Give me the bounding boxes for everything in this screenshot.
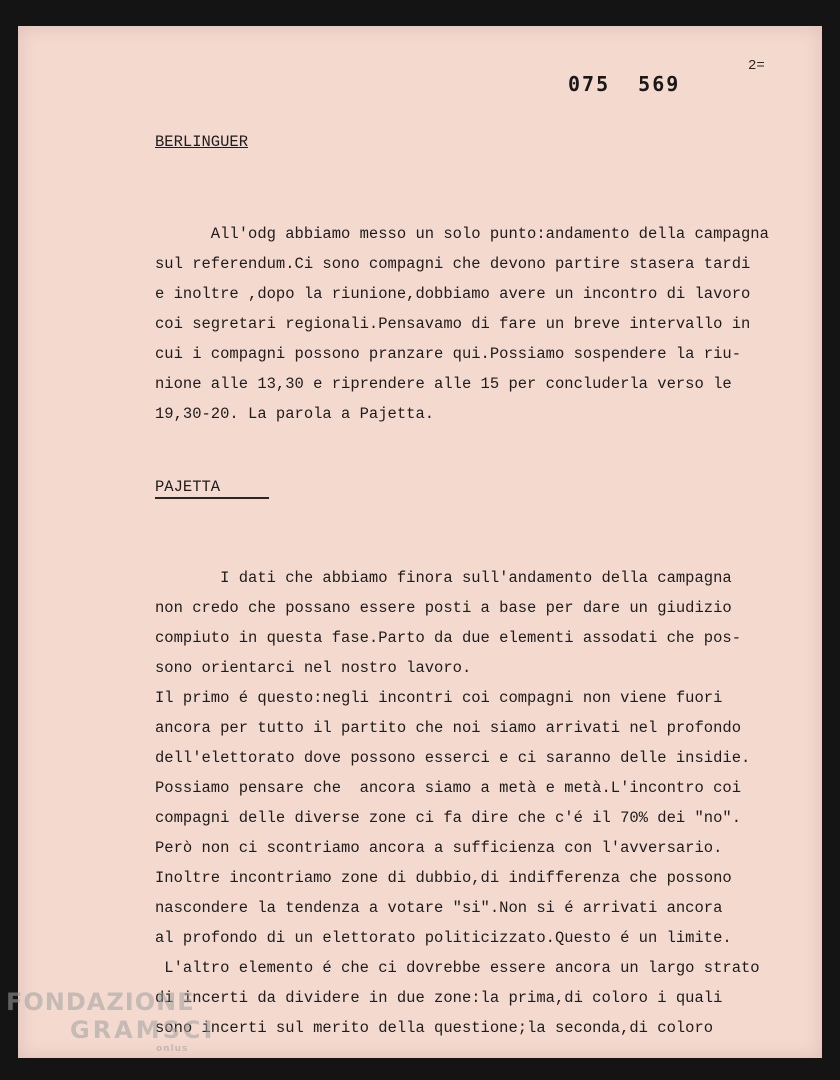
text-line: Però non ci scontriamo ancora a sufficienza con l'avversario. (155, 839, 723, 857)
text-line: L'altro elemento é che ci dovrebbe essere ancora un largo strato (155, 959, 760, 977)
document-number: 075 569 (568, 72, 681, 96)
text-line: 19,30-20. La parola a Pajetta. (155, 405, 435, 423)
text-line: e inoltre ,dopo la riunione,dobbiamo avere un incontro di lavoro (155, 285, 751, 303)
text-line: ancora per tutto il partito che noi siamo arrivati nel profondo (155, 719, 741, 737)
speech-paragraph (155, 189, 795, 459)
text-line: coi segretari regionali.Pensavamo di fare un breve intervallo in (155, 315, 751, 333)
text-line: non credo che possano essere posti a base per dare un giudizio (155, 599, 732, 617)
speaker-heading: PAJETTA (155, 478, 221, 496)
text-line: Possiamo pensare che ancora siamo a metà e metà.L'incontro coi (155, 779, 741, 797)
text-line: compagni delle diverse zone ci fa dire che c'é il 70% dei "no". (155, 809, 741, 827)
text-line: cui i compagni possono pranzare qui.Possiamo sospendere la riu- (155, 345, 741, 363)
text-line: nione alle 13,30 e riprendere alle 15 per concluderla verso le (155, 375, 732, 393)
text-line: dell'elettorato dove possono esserci e ci saranno delle insidie. (155, 749, 751, 767)
text-line: sono orientarci nel nostro lavoro. (155, 659, 472, 677)
text-line: di incerti da dividere in due zone:la prima,di coloro i quali (155, 989, 723, 1007)
text-line: Inoltre incontriamo zone di dubbio,di indifferenza che possono (155, 869, 732, 887)
watermark-line: FONDAZIONE (6, 988, 195, 1016)
speaker-heading: BERLINGUER (155, 133, 249, 151)
text-line: sono incerti sul merito della questione;la seconda,di coloro (155, 1019, 714, 1037)
text-line: Il primo é questo:negli incontri coi compagni non viene fuori (155, 689, 723, 707)
text-line: nascondere la tendenza a votare "si".Non si é arrivati ancora (155, 899, 723, 917)
text-line: al profondo di un elettorato politicizzato.Questo é un limite. (155, 929, 732, 947)
text-line: sul referendum.Ci sono compagni che devono partire stasera tardi (155, 255, 751, 273)
archive-watermark (6, 988, 215, 1054)
text-line: compiuto in questa fase.Parto da due elementi assodati che pos- (155, 629, 741, 647)
text-line: I dati che abbiamo finora sull'andamento della campagna (155, 569, 732, 587)
page-number: 2= (748, 58, 765, 74)
speech-paragraph (155, 533, 795, 1073)
watermark-line: onlus (156, 1044, 189, 1054)
heading-underline (155, 497, 269, 499)
text-line: All'odg abbiamo messo un solo punto:andamento della campagna (155, 225, 769, 243)
watermark-line: GRAMSCI (70, 1016, 216, 1044)
